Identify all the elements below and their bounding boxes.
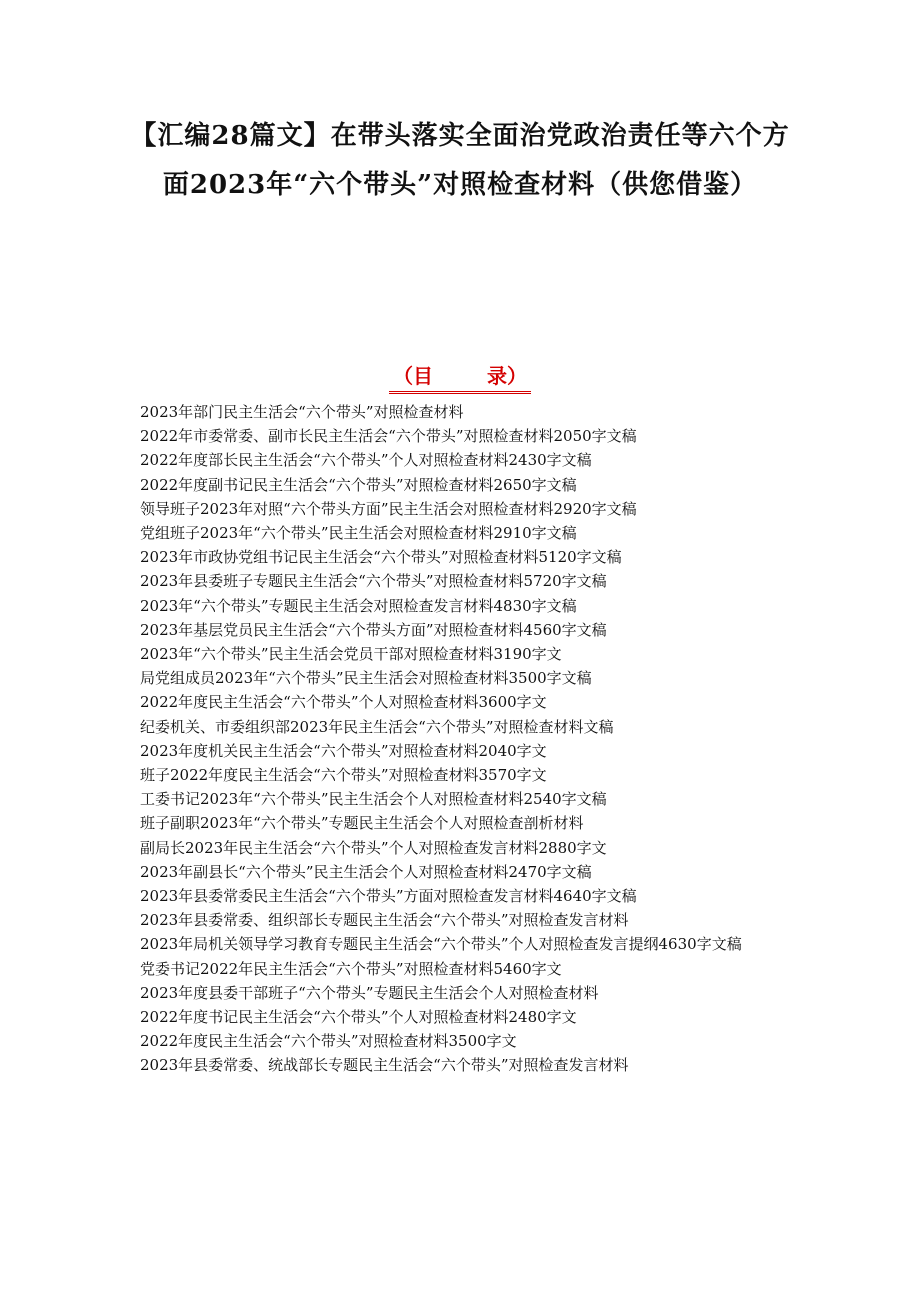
toc-item: 2023年“六个带头”专题民主生活会对照检查发言材料4830字文稿 bbox=[140, 596, 577, 615]
toc-item: 2023年“六个带头”民主生活会党员干部对照检查材料3190字文 bbox=[140, 645, 562, 664]
toc-item: 纪委机关、市委组织部2023年民主生活会“六个带头”对照检查材料文稿 bbox=[140, 717, 614, 736]
toc-item: 班子副职2023年“六个带头”专题民主生活会个人对照检查剖析材料 bbox=[140, 814, 584, 833]
toc-item: 2023年度县委干部班子“六个带头”专题民主生活会个人对照检查材料 bbox=[140, 983, 599, 1002]
toc-heading-text bbox=[389, 362, 531, 394]
toc-item: 2023年县委常委、组织部长专题民主生活会“六个带头”对照检查发言材料 bbox=[140, 911, 629, 930]
toc-item: 2022年度副书记民主生活会“六个带头”对照检查材料2650字文稿 bbox=[140, 475, 577, 494]
toc-item: 2023年度机关民主生活会“六个带头”对照检查材料2040字文 bbox=[140, 741, 547, 760]
toc-item: 2023年县委常委、统战部长专题民主生活会“六个带头”对照检查发言材料 bbox=[140, 1056, 629, 1075]
toc-list bbox=[140, 400, 780, 1078]
toc-item: 2022年市委常委、副市长民主生活会“六个带头”对照检查材料2050字文稿 bbox=[140, 427, 637, 446]
toc-item: 党委书记2022年民主生活会“六个带头”对照检查材料5460字文 bbox=[140, 959, 562, 978]
toc-item: 2022年度民主生活会“六个带头”个人对照检查材料3600字文 bbox=[140, 693, 547, 712]
toc-item: 2023年县委常委民主生活会“六个带头”方面对照检查发言材料4640字文稿 bbox=[140, 887, 637, 906]
toc-item: 2023年基层党员民主生活会“六个带头方面”对照检查材料4560字文稿 bbox=[140, 620, 607, 639]
toc-item: 2022年度民主生活会“六个带头”对照检查材料3500字文 bbox=[140, 1032, 517, 1051]
document-title: 【汇编28篇文】在带头落实全面治党政治责任等六个方面2023年“六个带头”对照检查材料（供您借鉴） bbox=[130, 121, 790, 200]
toc-item: 党组班子2023年“六个带头”民主生活会对照检查材料2910字文稿 bbox=[140, 524, 577, 543]
toc-item: 副局长2023年民主生活会“六个带头”个人对照检查发言材料2880字文 bbox=[140, 838, 607, 857]
toc-item: 工委书记2023年“六个带头”民主生活会个人对照检查材料2540字文稿 bbox=[140, 790, 607, 809]
toc-heading-open: （目 bbox=[393, 364, 433, 388]
toc-item: 2023年局机关领导学习教育专题民主生活会“六个带头”个人对照检查发言提纲4630字文稿 bbox=[140, 935, 742, 954]
toc-item: 2022年度书记民主生活会“六个带头”个人对照检查材料2480字文 bbox=[140, 1008, 577, 1027]
toc-item: 2023年县委班子专题民主生活会“六个带头”对照检查材料5720字文稿 bbox=[140, 572, 607, 591]
toc-item: 2023年市政协党组书记民主生活会“六个带头”对照检查材料5120字文稿 bbox=[140, 548, 622, 567]
toc-item: 局党组成员2023年“六个带头”民主生活会对照检查材料3500字文稿 bbox=[140, 669, 592, 688]
toc-item: 领导班子2023年对照“六个带头方面”民主生活会对照检查材料2920字文稿 bbox=[140, 499, 637, 518]
toc-item: 2023年副县长“六个带头”民主生活会个人对照检查材料2470字文稿 bbox=[140, 862, 592, 881]
toc-item: 2023年部门民主生活会“六个带头”对照检查材料 bbox=[140, 403, 464, 421]
toc-heading bbox=[0, 362, 920, 394]
toc-item: 2022年度部长民主生活会“六个带头”个人对照检查材料2430字文稿 bbox=[140, 451, 592, 470]
toc-heading-close: 录） bbox=[487, 364, 527, 388]
toc-item: 班子2022年度民主生活会“六个带头”对照检查材料3570字文 bbox=[140, 766, 547, 785]
